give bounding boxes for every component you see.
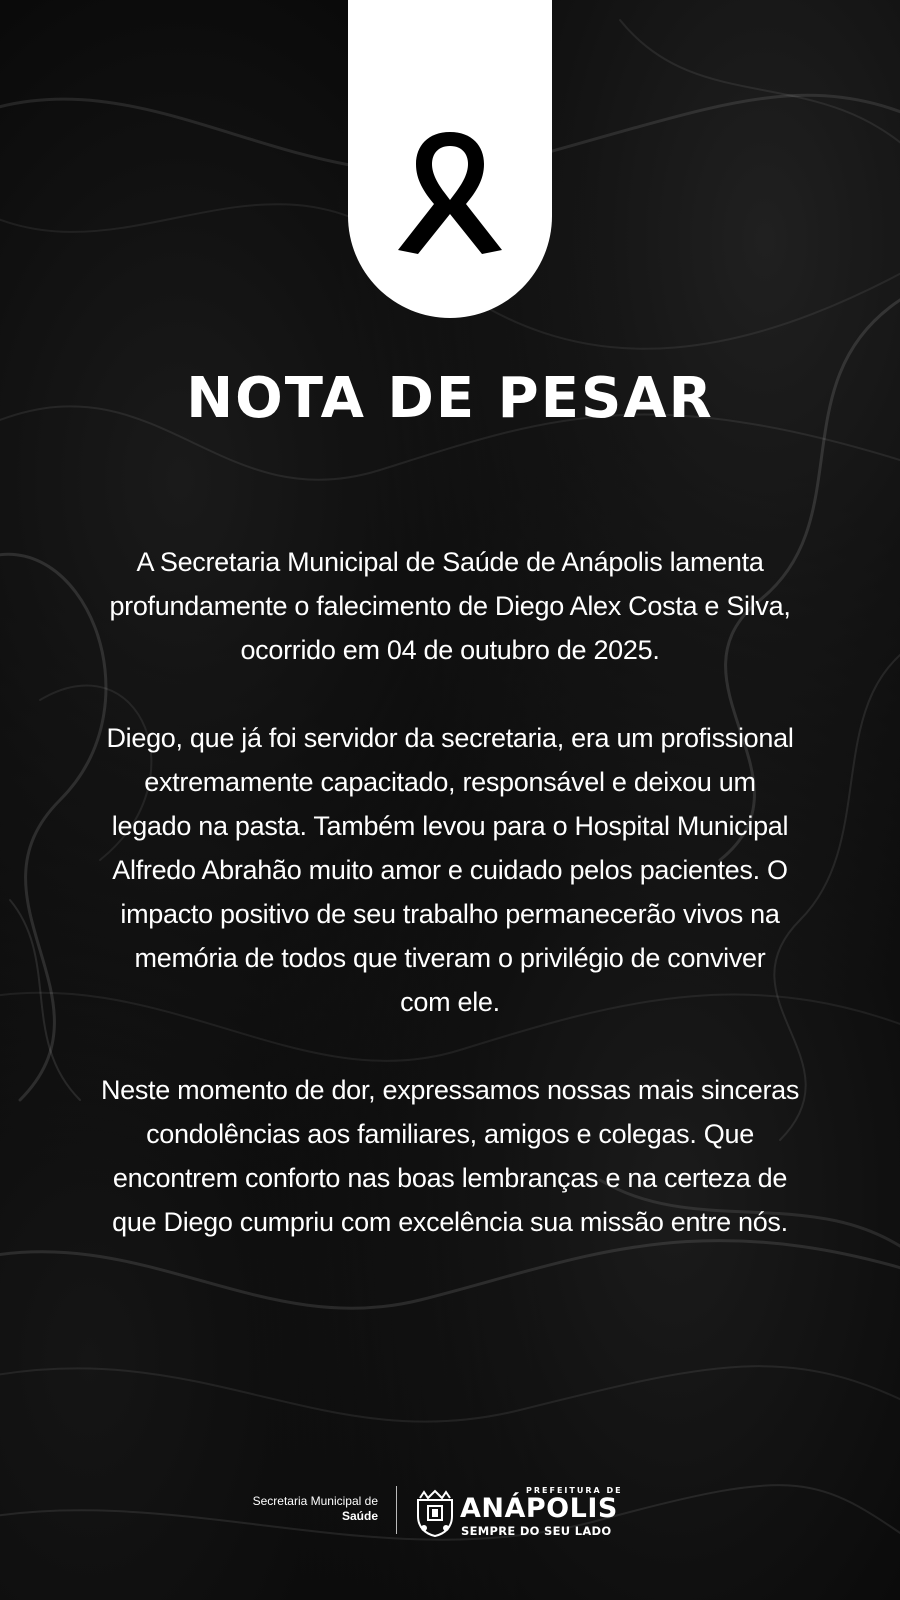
page-title: NOTA DE PESAR	[186, 366, 714, 431]
ribbon-tab	[348, 0, 552, 318]
paragraph-announcement	[60, 540, 840, 672]
footer	[0, 1480, 900, 1550]
paragraph-line: ocorrido em 04 de outubro de 2025.	[240, 635, 660, 665]
paragraph-line: Neste momento de dor, expressamos nossas mais sinceras	[100, 1075, 800, 1105]
city-crest-icon	[414, 1488, 456, 1538]
secretaria-logo-text	[253, 1494, 378, 1524]
paragraph-line: profundamente o falecimento de Diego Alex Costa e Silva,	[109, 591, 791, 621]
paragraph-tribute	[60, 716, 840, 1024]
prefeitura-label: PREFEITURA DE	[526, 1486, 623, 1495]
paragraph-line: impacto positivo de seu trabalho permanecerão vivos na	[120, 899, 780, 929]
paragraph-line: encontrem conforto nas boas lembranças e na certeza de	[112, 1163, 788, 1193]
city-slogan: SEMPRE DO SEU LADO	[461, 1524, 612, 1538]
mourning-ribbon-icon	[394, 128, 506, 262]
paragraph-line: condolências aos familiares, amigos e colegas. Que	[146, 1119, 754, 1149]
secretaria-name: Saúde	[341, 1509, 378, 1523]
paragraph-condolences	[60, 1068, 840, 1244]
paragraph-line: legado na pasta. Também levou para o Hospital Municipal	[111, 811, 789, 841]
paragraph-line: que Diego cumpriu com excelência sua missão entre nós.	[112, 1207, 788, 1237]
city-name: ANÁPOLIS	[460, 1493, 618, 1524]
footer-divider	[396, 1486, 397, 1534]
paragraph-line: Diego, que já foi servidor da secretaria, era um profissional	[106, 723, 794, 753]
paragraph-line: A Secretaria Municipal de Saúde de Anápolis lamenta	[136, 547, 764, 577]
paragraph-line: com ele.	[400, 987, 500, 1017]
paragraph-line: memória de todos que tiveram o privilégio de conviver	[134, 943, 766, 973]
paragraph-line: Alfredo Abrahão muito amor e cuidado pelos pacientes. O	[112, 855, 788, 885]
paragraph-line: extremamente capacitado, responsável e deixou um	[144, 767, 756, 797]
secretaria-line: Secretaria Municipal de	[252, 1494, 378, 1508]
